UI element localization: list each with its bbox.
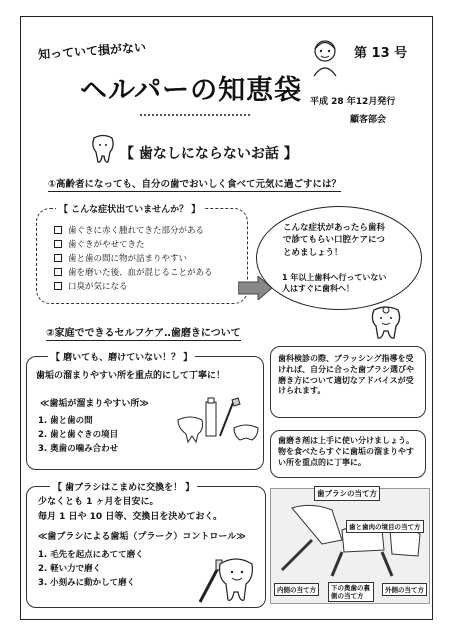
toothbrush-title: 【 歯ブラシはこまめに交換を！ 】 xyxy=(50,480,197,493)
checklist-item: 歯ぐきがやせてきた xyxy=(54,238,213,252)
checkbox[interactable] xyxy=(54,254,62,262)
teeth-toothpaste-illustration xyxy=(176,396,260,448)
checklist-item: 歯を磨いた後、血が混じることがある xyxy=(54,266,213,280)
caption-inner: 内側の当て方 xyxy=(274,583,319,596)
checklist-item: 歯ぐきに赤く腫れてきた部分がある xyxy=(54,224,213,238)
checkbox[interactable] xyxy=(54,240,62,248)
bubble-main-text: こんな症状があったら歯科で診てもらい口腔ケアにつとめましょう！ xyxy=(283,223,385,258)
list-item: 2. 歯と歯ぐきの境目 xyxy=(38,430,119,440)
helper-illustration xyxy=(306,36,344,78)
header-title: ヘルパーの知恵袋 xyxy=(80,75,303,106)
bubble-sub-text: 1 年以上歯科へ行っていない人はすぐに歯科へ！ xyxy=(282,273,387,294)
checklist-item: 口臭が気になる xyxy=(54,280,213,294)
caption-border: 歯と歯肉の境目の当て方 xyxy=(346,520,424,533)
caption-lower: 下の奥歯の裏側の当て方 xyxy=(328,582,374,602)
issue-number: 第 13 号 xyxy=(354,46,408,61)
checkbox[interactable] xyxy=(54,282,62,290)
header-tagline: 知っていて損がない xyxy=(37,40,147,62)
toothpaste-note-text: 歯磨き剤は上手に使い分けましょう。物を食べたらすぐに歯垢の溜まりやすい所を重点的に丁寧に。 xyxy=(278,436,414,467)
checkup-note-text: 歯科検診の際、ブラッシング指導を受ければ、自分に合った歯ブラシ選びや磨き方について適切なアドバイスが受けられます。 xyxy=(278,354,414,396)
list-item: 1. 歯と歯の間 xyxy=(38,416,93,426)
brushing-tips-intro: 歯垢の溜まりやすい所を重点的にして丁寧に！ xyxy=(36,371,226,381)
caption-outer: 外側の当て方 xyxy=(382,583,427,596)
section2-heading: ②家庭でできるセルフケア‥歯磨きについて xyxy=(46,324,241,341)
header-decoration xyxy=(140,106,250,116)
dentist-tooth-icon xyxy=(366,302,406,344)
checklist xyxy=(54,224,213,294)
toothbrush-line2: 毎月 1 日や 10 日等、交換日を決めておく。 xyxy=(38,512,223,522)
list-item: 3. 小刻みに動かして磨く xyxy=(38,578,136,588)
brushing-tooth-illustration xyxy=(196,548,256,608)
brushing-tips-title: 【 磨いても、磨けていない！？ 】 xyxy=(48,350,195,363)
diagram-title: 歯ブラシの当て方 xyxy=(314,486,380,501)
list-item: 1. 毛先を起点にあてて磨く xyxy=(38,550,144,560)
department: 顧客部会 xyxy=(350,115,387,125)
section1-heading: ①高齢者になっても、自分の歯でおいしく食べて元気に過ごすには？ xyxy=(48,176,341,192)
checkbox[interactable] xyxy=(54,268,62,276)
plaque-control-subtitle: ≪歯ブラシによる歯垢（プラーク）コントロール≫ xyxy=(38,532,246,542)
checklist-item: 歯と歯の間に物が詰まりやすい xyxy=(54,252,213,266)
plaque-control-list xyxy=(38,548,144,590)
checkbox[interactable] xyxy=(54,226,62,234)
plaque-spots-list xyxy=(38,414,118,456)
tooth-icon xyxy=(90,134,116,168)
checklist-title: 【 こんな症状出ていませんか？ 】 xyxy=(56,202,203,215)
list-item: 3. 奥歯の噛み合わせ xyxy=(38,444,119,454)
plaque-spots-subtitle: ≪歯垢が溜まりやすい所≫ xyxy=(40,399,149,409)
toothbrush-line1: 少なくとも 1 ヶ月を目安に。 xyxy=(38,497,159,507)
brushing-diagram-icon xyxy=(272,500,428,584)
list-item: 2. 軽い力で磨く xyxy=(38,564,102,574)
issue-date: 平成 28 年12月発行 xyxy=(310,97,396,107)
main-title: 【 歯なしにならないお話 】 xyxy=(120,146,298,162)
